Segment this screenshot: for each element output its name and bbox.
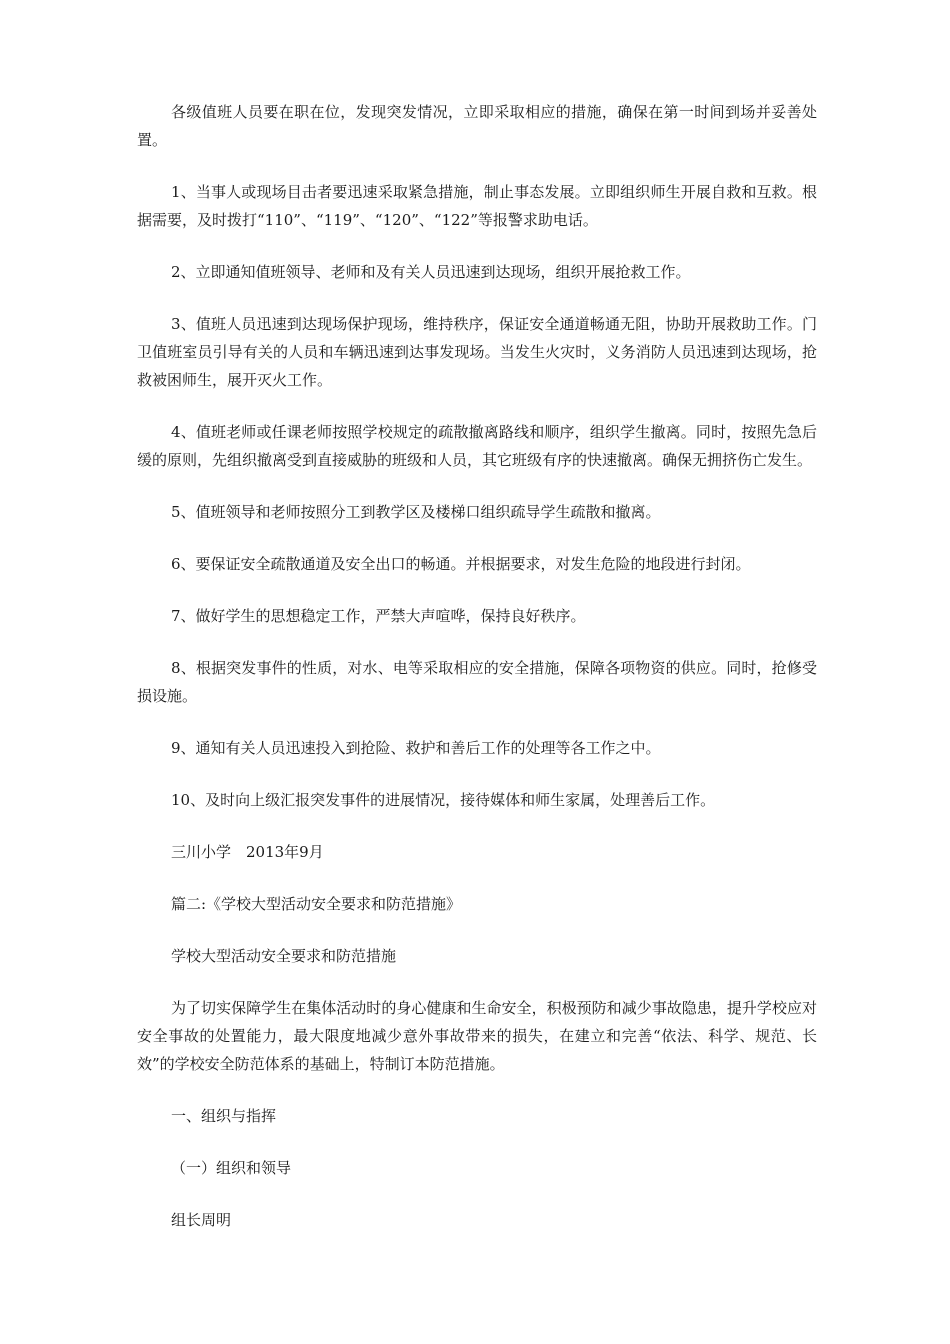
subheading-leadership: （一）组织和领导 — [171, 1159, 292, 1177]
section-heading-part-two: 篇二:《学校大型活动安全要求和防范措施》 — [171, 895, 462, 913]
paragraph-preamble: 为了切实保障学生在集体活动时的身心健康和生命安全，积极预防和减少事故隐患，提升学校应对安全事故的处置能力，最大限度地减少意外事故带来的损失，在建立和完善“依法、科学、规范、长效”的学校安全防范体系的基础上，特制订本防范措施。 — [137, 999, 817, 1073]
paragraph-item-2: 2、立即通知值班领导、老师和及有关人员迅速到达现场，组织开展抢救工作。 — [171, 263, 691, 281]
paragraph-item-5: 5、值班领导和老师按照分工到教学区及楼梯口组织疏导学生疏散和撤离。 — [171, 503, 661, 521]
paragraph-intro: 各级值班人员要在职在位，发现突发情况，立即采取相应的措施，确保在第一时间到场并妥善处置。 — [137, 103, 817, 149]
paragraph-item-4: 4、值班老师或任课老师按照学校规定的疏散撤离路线和顺序，组织学生撤离。同时，按照先急后缓的原则，先组织撤离受到直接威胁的班级和人员，其它班级有序的快速撤离。确保无拥挤伤亡发生。 — [137, 423, 817, 469]
paragraph-item-6: 6、要保证安全疏散通道及安全出口的畅通。并根据要求，对发生危险的地段进行封闭。 — [171, 555, 751, 573]
paragraph-item-3: 3、值班人员迅速到达现场保护现场，维持秩序，保证安全通道畅通无阻，协助开展救助工作。门卫值班室员引导有关的人员和车辆迅速到达事发现场。当发生火灾时，义务消防人员迅速到达现场，抢救被困师生，展开灭火工作。 — [137, 315, 817, 389]
team-leader-line: 组长周明 — [171, 1211, 232, 1229]
document-title: 学校大型活动安全要求和防范措施 — [171, 947, 397, 965]
signature-line: 三川小学 2013年9月 — [171, 843, 324, 861]
paragraph-item-7: 7、做好学生的思想稳定工作，严禁大声喧哗，保持良好秩序。 — [171, 607, 586, 625]
paragraph-item-8: 8、根据突发事件的性质，对水、电等采取相应的安全措施，保障各项物资的供应。同时，抢修受损设施。 — [137, 659, 817, 705]
paragraph-item-9: 9、通知有关人员迅速投入到抢险、救护和善后工作的处理等各工作之中。 — [171, 739, 661, 757]
heading-organization: 一、组织与指挥 — [171, 1107, 277, 1125]
paragraph-item-10: 10、及时向上级汇报突发事件的进展情况，接待媒体和师生家属，处理善后工作。 — [171, 791, 716, 809]
document-body — [137, 98, 817, 1258]
paragraph-item-1: 1、当事人或现场目击者要迅速采取紧急措施，制止事态发展。立即组织师生开展自救和互救。根据需要，及时拨打“110”、“119”、“120”、“122”等报警求助电话。 — [137, 183, 817, 229]
